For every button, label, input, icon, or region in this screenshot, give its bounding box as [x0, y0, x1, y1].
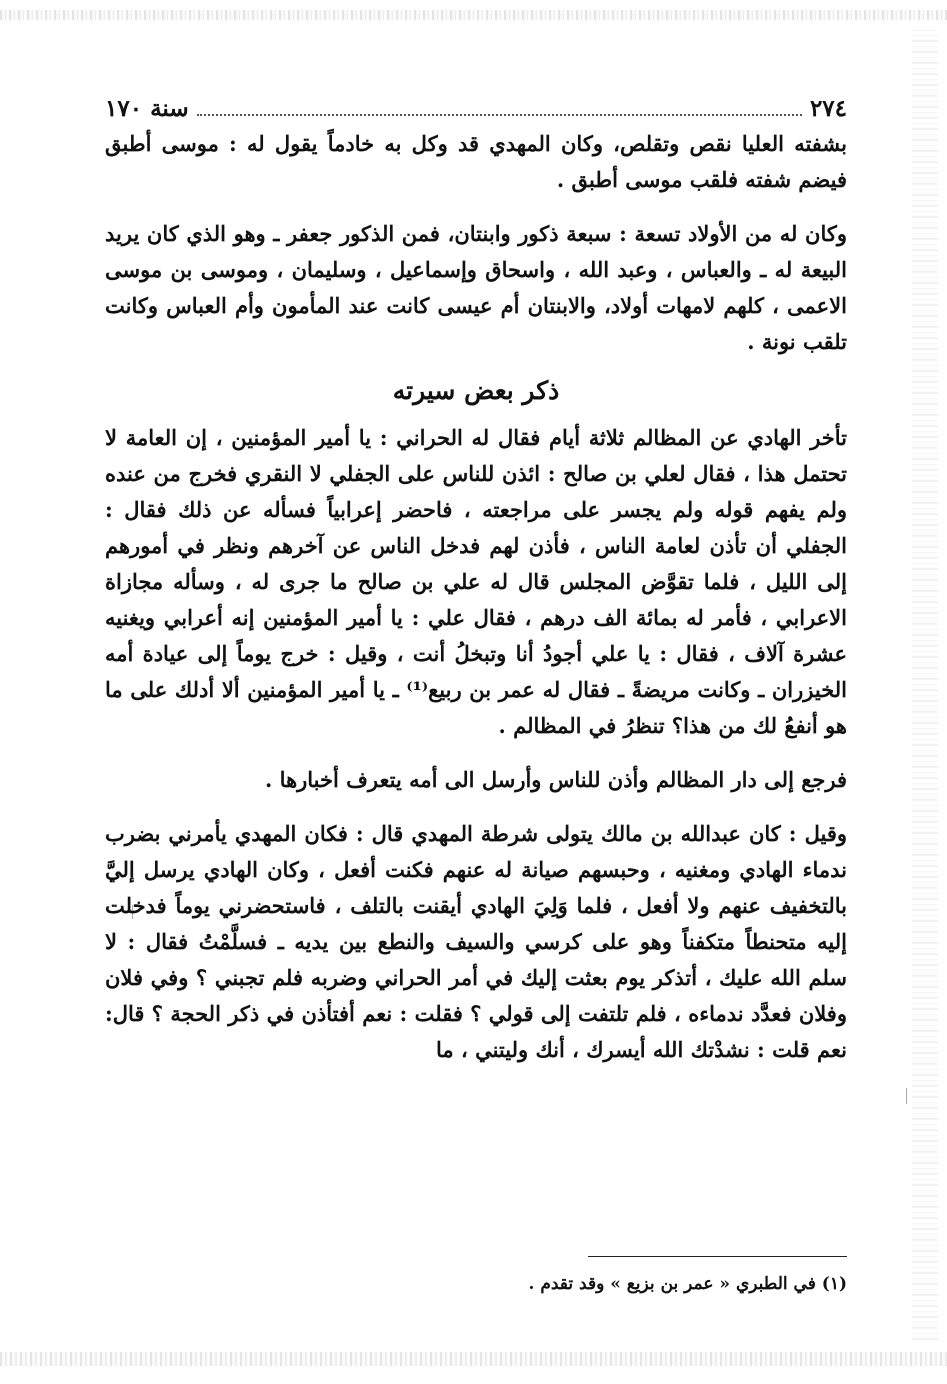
footnote-rule: [588, 1256, 847, 1257]
scan-artifact-bottom: [0, 1352, 947, 1366]
year-label: سنة ١٧٠: [105, 95, 189, 122]
paragraph: فرجع إلى دار المظالم وأذن للناس وأرسل الى أمه يتعرف أخبارها .: [265, 767, 847, 792]
paragraph: وكان له من الأولاد تسعة : سبعة ذكور وابنتان، فمن الذكور جعفر ـ وهو الذي كان يريد البيعة له ـ والعباس ، وعبد الله ، واسحاق وإسماعيل ، وسليمان ، وموسى بن موسى الاعمى ، كلهم لامهات أولاد، والابنتان أم عيسى كانت عند المأمون وأم العباس وكانت تلقب نونة .: [105, 221, 847, 354]
footnote: (١) في الطبري « عمر بن بزيع » وقد تقدم .: [528, 1274, 847, 1294]
paragraph: بشفته العليا نقص وتقلص، وكان المهدي قد وكل به خادماً يقول له : موسى أطبق فيضم شفته فلقب موسى أطبق .: [105, 131, 847, 192]
header-dotted-leader: [197, 114, 802, 116]
scan-artifact-top: [0, 10, 947, 20]
section-title: ذكر بعض سيرته: [392, 376, 560, 405]
paragraph: وقيل : كان عبدالله بن مالك يتولى شرطة المهدي قال : فكان المهدي يأمرني بضرب ندماء الهادي ومغنيه ، وحبسهم صيانة له عنهم فكنت أفعل ، وكان الهادي يرسل إليَّ بالتخفيف عنهم ولا أفعل ، فلما وَلِيَ الهادي أيقنت بالتلف ، فاستحضرني يوماً فدخلت إليه متحنطاً متكفناً وهو على كرسي والسيف والنطع بين يديه ـ فسلَّمْتُ فقال : لا سلم الله عليك ، أتذكر يوم بعثت إليك في أمر الحراني وضربه فلم تجبني ؟ وفي فلان وفلان فعدَّد ندماءه ، فلم تلتفت إلى قولي ؟ فقلت : نعم أفتأذن في ذكر الحجة ؟ قال: نعم قلت : نشدْتك الله أيسرك ، أنك وليتني ، ما: [105, 821, 847, 1062]
running-header: [105, 88, 847, 124]
scan-artifact-right: [912, 30, 938, 1340]
page-body: [105, 88, 847, 1068]
scan-mark: [906, 1088, 907, 1104]
paragraph: تأخر الهادي عن المظالم ثلاثة أيام فقال له الحراني : يا أمير المؤمنين ، إن العامة لا تحتمل هذا ، فقال لعلي بن صالح : ائذن للناس على الجفلي لا النقري فخرج من عنده ولم يفهم قوله ولم يجسر على مراجعته ، فاحضر إعرابياً فسأله عن ذلك فقال : الجفلي أن تأذن لعامة الناس ، فأذن لهم فدخل الناس عن آخرهم ونظر في أمورهم إلى الليل ، فلما تقوَّض المجلس قال له علي بن صالح ما جرى له ، وسأله مجازاة الاعرابي ، فأمر له بمائة الف درهم ، فقال علي : يا أمير المؤمنين إنه أعرابي ويغنيه عشرة آلاف ، فقال : يا علي أجودُ أنا وتبخلُ أنت ، وقيل : خرج يوماً إلى عيادة أمه الخيزران ـ وكانت مريضةً ـ فقال له عمر بن ربيع⁽¹⁾ ـ يا أمير المؤمنين ألا أدلك على ما هو أنفعُ لك من هذا؟ تنظرُ في المظالم .: [105, 425, 847, 738]
page-number: ٢٧٤: [809, 95, 847, 122]
